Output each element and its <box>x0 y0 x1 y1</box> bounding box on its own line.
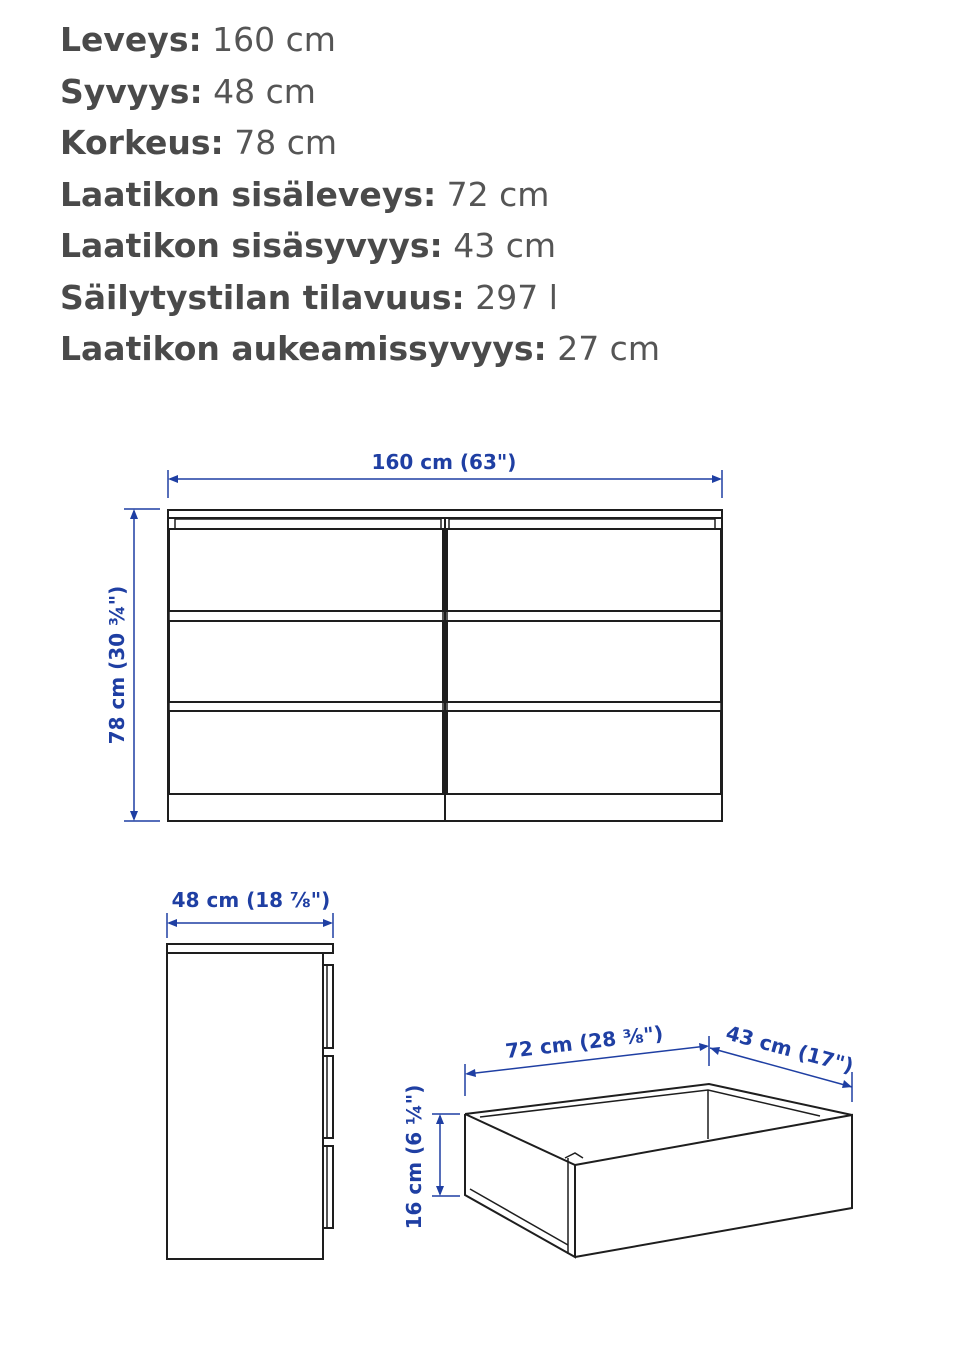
drawer-width-label: 72 cm (28 ⅜") <box>504 1021 665 1064</box>
spec-label: Laatikon sisäsyvyys: <box>60 226 443 265</box>
side-view <box>167 888 333 1259</box>
drawer-depth-label: 43 cm (17") <box>723 1020 857 1078</box>
spec-value: 72 cm <box>446 174 550 214</box>
spec-label: Laatikon aukeamissyvyys: <box>60 329 547 368</box>
spec-label: Säilytystilan tilavuus: <box>60 277 465 317</box>
front-width-label: 160 cm (63") <box>371 450 517 474</box>
front-width-dimension <box>168 450 722 498</box>
spec-label: Korkeus: <box>60 123 224 162</box>
front-height-label: 78 cm (30 ¾") <box>105 585 129 745</box>
spec-value: 27 cm <box>557 329 660 368</box>
drawer-height-dimension <box>402 1085 460 1230</box>
front-view <box>105 450 722 821</box>
drawer-height-label: 16 cm (6 ¼") <box>402 1084 426 1230</box>
spec-value: 160 cm <box>212 20 336 59</box>
drawer-view <box>402 1021 856 1257</box>
spec-value: 297 l <box>475 277 558 317</box>
side-depth-dimension <box>167 888 333 938</box>
drawer-width-dimension <box>465 1021 709 1096</box>
spec-label: Laatikon sisäleveys: <box>60 174 437 214</box>
front-height-dimension <box>105 509 160 821</box>
spec-value: 48 cm <box>213 71 316 111</box>
spec-label: Syvyys: <box>60 71 203 111</box>
spec-value: 43 cm <box>453 226 557 265</box>
spec-value: 78 cm <box>234 123 337 162</box>
side-depth-label: 48 cm (18 ⅞") <box>171 888 331 912</box>
spec-label: Leveys: <box>60 20 202 59</box>
